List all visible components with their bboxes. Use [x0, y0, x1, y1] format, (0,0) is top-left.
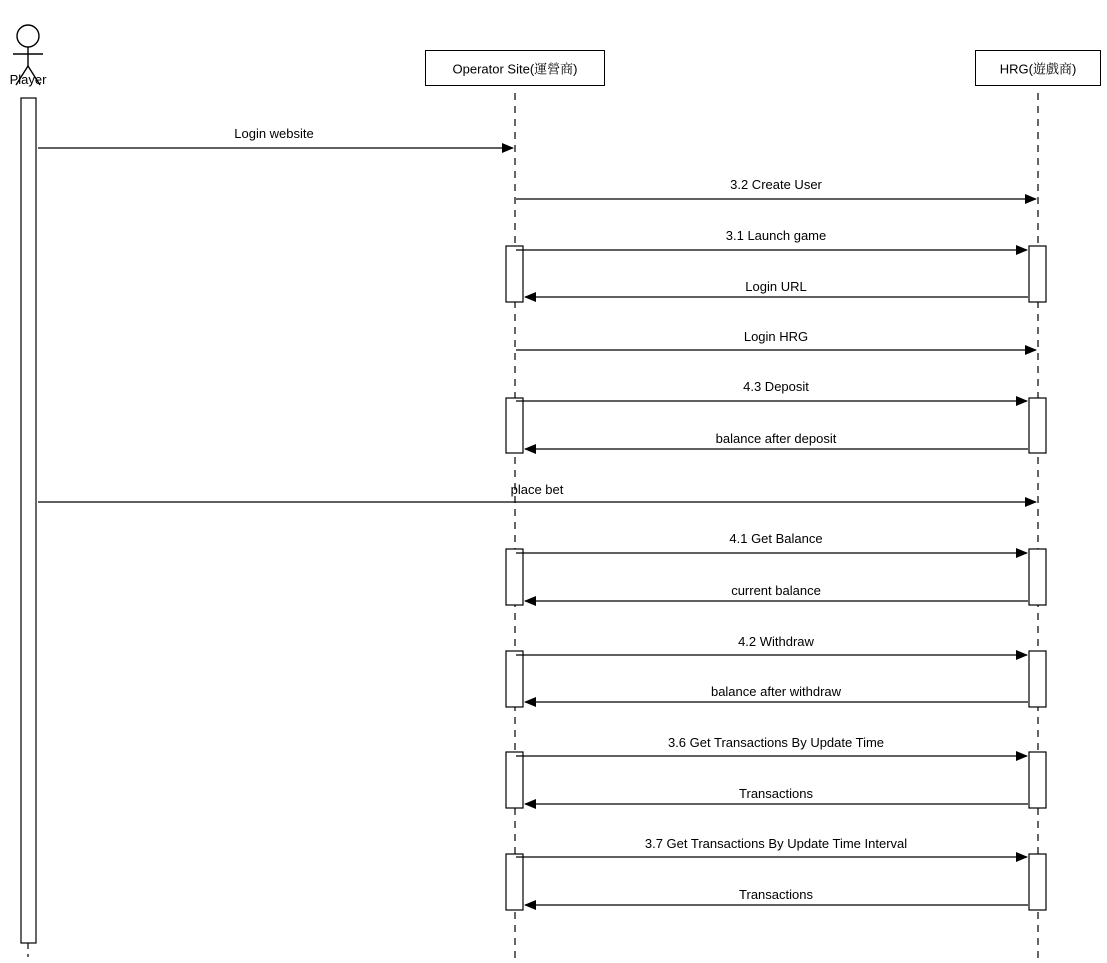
- participant-label-hrg: HRG(遊戲商): [999, 61, 1077, 77]
- message-label-get-transactions-by-update-time: 3.6 Get Transactions By Update Time: [667, 735, 885, 750]
- message-label-get-balance: 4.1 Get Balance: [729, 531, 823, 546]
- message-label-deposit: 4.3 Deposit: [743, 379, 809, 394]
- message-arrows: [38, 148, 1036, 905]
- message-label-login-website: Login website: [234, 126, 314, 141]
- lifeline-activation-player: [21, 98, 36, 943]
- message-label-balance-after-withdraw: balance after withdraw: [710, 684, 842, 699]
- message-label-withdraw: 4.2 Withdraw: [738, 634, 814, 649]
- message-label-login-hrg: Login HRG: [743, 329, 809, 344]
- message-label-create-user: 3.2 Create User: [730, 177, 822, 192]
- message-label-transactions-2: Transactions: [739, 887, 813, 902]
- message-label-get-transactions-by-update-time-interval: 3.7 Get Transactions By Update Time Interval: [644, 836, 908, 851]
- participant-label-player: Player: [9, 72, 47, 87]
- activation-bars: [506, 246, 1046, 910]
- message-label-transactions-1: Transactions: [739, 786, 813, 801]
- participant-label-operator: Operator Site(運營商): [452, 61, 578, 77]
- message-label-balance-after-deposit: balance after deposit: [715, 431, 837, 446]
- message-label-place-bet: place bet: [510, 482, 564, 497]
- message-label-current-balance: current balance: [731, 583, 821, 598]
- message-label-login-url: Login URL: [745, 279, 807, 294]
- message-label-launch-game: 3.1 Launch game: [725, 228, 827, 243]
